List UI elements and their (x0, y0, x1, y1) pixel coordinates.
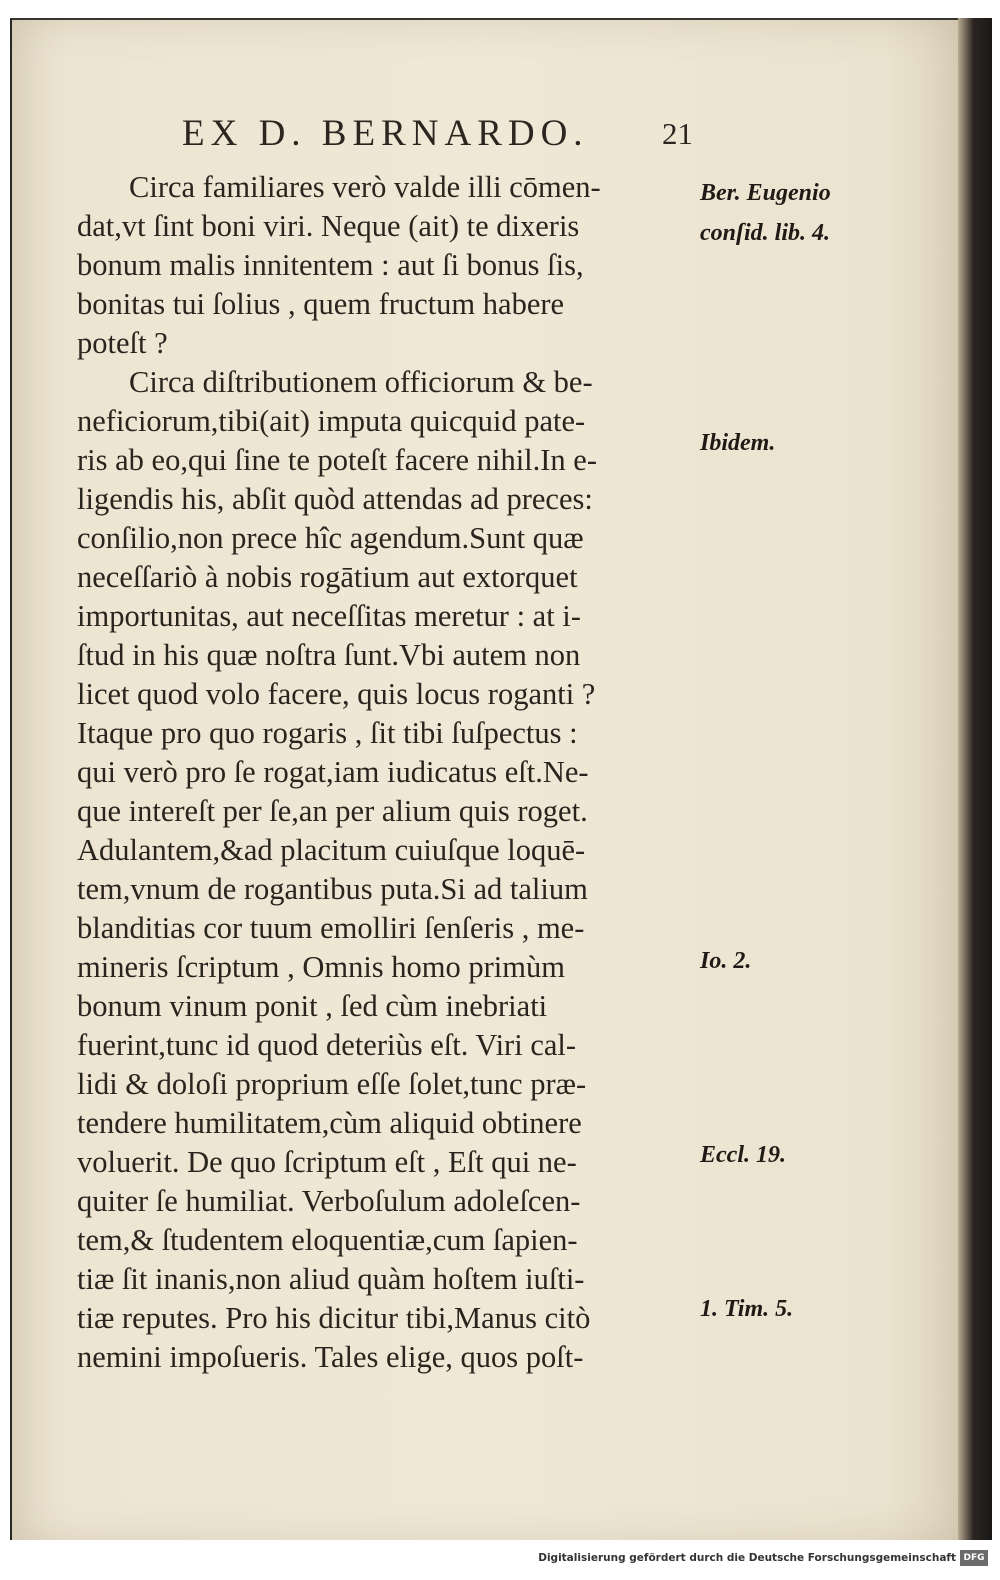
text-line: bonum malis innitentem : aut ſi bonus ſis, (77, 248, 584, 282)
marginal-note-bernard: Ber. Eugenio (700, 180, 831, 206)
text-line: bonitas tui ſolius , quem fructum habere (77, 287, 565, 321)
text-line: qui verò pro ſe rogat,iam iudicatus eſt.Ne- (77, 755, 589, 789)
text-line: poteſt ? (77, 326, 168, 360)
page-number: 21 (662, 116, 693, 151)
text-line: voluerit. De quo ſcriptum eſt , Eſt qui ne- (77, 1145, 577, 1179)
book-spine-gutter (958, 18, 992, 1540)
text-line: conſilio,non prece hîc agendum.Sunt quæ (77, 521, 584, 555)
text-line: nemini impoſueris. Tales elige, quos poſt- (77, 1340, 584, 1374)
text-line: Circa diſtributionem officiorum & be- (129, 365, 593, 399)
text-line: Itaque pro quo rogaris , ſit tibi ſuſpectus : (77, 716, 578, 750)
text-line: tiæ reputes. Pro his dicitur tibi,Manus citò (77, 1301, 591, 1335)
marginal-note-bernard-source: conſid. lib. 4. (700, 220, 830, 246)
marginal-note-ecclesiasticus: Eccl. 19. (700, 1142, 786, 1168)
text-line: quiter ſe humiliat. Verboſulum adoleſcen- (77, 1184, 581, 1218)
running-title: EX D. BERNARDO. (182, 113, 589, 154)
marginal-note-ibidem: Ibidem. (700, 430, 776, 456)
text-line: licet quod volo facere, quis locus roganti ? (77, 677, 596, 711)
marginal-notes (700, 20, 900, 1520)
body-text (77, 168, 697, 1377)
text-line: tendere humilitatem,cùm aliquid obtinere (77, 1106, 582, 1140)
book-page (10, 18, 960, 1542)
text-line: lidi & doloſi proprium eſſe ſolet,tunc præ- (77, 1067, 587, 1101)
text-line: ris ab eo,qui ſine te poteſt facere nihil.In e- (77, 443, 597, 477)
text-line: tem,vnum de rogantibus puta.Si ad talium (77, 872, 588, 906)
text-line: ligendis his, abſit quòd attendas ad preces: (77, 482, 593, 516)
text-line: dat,vt ſint boni viri. Neque (ait) te dixeris (77, 209, 580, 243)
text-line: tiæ ſit inanis,non aliud quàm hoſtem iuſti- (77, 1262, 585, 1296)
dfg-logo: DFG (960, 1550, 988, 1566)
text-line: neficiorum,tibi(ait) imputa quicquid pate- (77, 404, 586, 438)
text-line: fuerint,tunc id quod deteriùs eſt. Viri cal- (77, 1028, 577, 1062)
text-line: Circa familiares verò valde illi cōmen- (129, 170, 601, 204)
text-line: bonum vinum ponit , ſed cùm inebriati (77, 989, 548, 1023)
text-line: Adulantem,&ad placitum cuiuſque loquē- (77, 833, 586, 867)
text-line: que intereſt per ſe,an per alium quis roget. (77, 794, 588, 828)
footer-bar (0, 1540, 1000, 1580)
marginal-note-john: Io. 2. (700, 948, 752, 974)
text-line: tem,& ſtudentem eloquentiæ,cum ſapien- (77, 1223, 578, 1257)
funding-note: Digitalisierung gefördert durch die Deutsche Forschungsgemeinschaft (538, 1552, 956, 1564)
marginal-note-timothy: 1. Tim. 5. (700, 1296, 794, 1322)
text-line: neceſſariò à nobis rogātium aut extorquet (77, 560, 578, 594)
text-line: mineris ſcriptum , Omnis homo primùm (77, 950, 565, 984)
text-line: blanditias cor tuum emolliri ſenſeris , me- (77, 911, 585, 945)
text-line: importunitas, aut neceſſitas meretur : at i- (77, 599, 581, 633)
text-line: ſtud in his quæ noſtra ſunt.Vbi autem non (77, 638, 581, 672)
